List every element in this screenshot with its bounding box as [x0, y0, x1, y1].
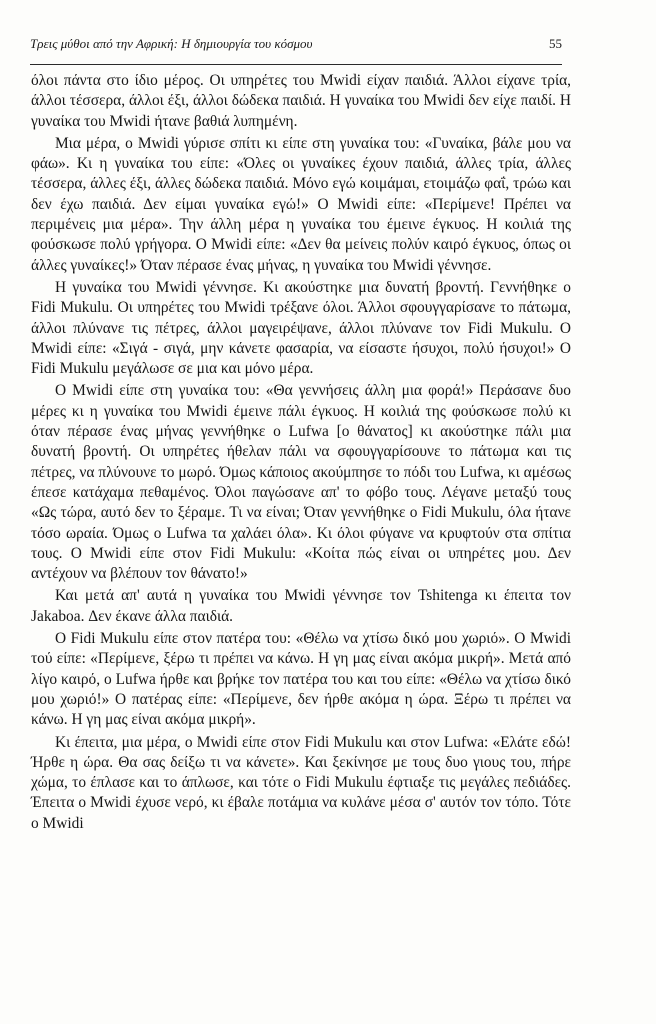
running-header: [30, 34, 562, 54]
paragraph: Κι έπειτα, μια μέρα, ο Mwidi είπε στον Fidi Mukulu και στον Lufwa: «Ελάτε εδώ! Ήρθε η ώρα. Θα σας δείξω τι να κάνετε». Και ξεκίνησε με τους δυο γιους του, πήρε χώμα, το έπλασε και το άπλωσε, και τότε ο Fidi Mukulu έφτιαξε τις μεγάλες πεδιάδες. Έπειτα ο Mwidi έχυσε νερό, κι έβαλε ποτάμια να κυλάνε μέσα σ' αυτόν τον τόπο. Τότε ο Mwidi: [31, 733, 571, 832]
page-number: 55: [549, 36, 562, 51]
header-rule: [30, 64, 562, 65]
paragraph: Ο Mwidi είπε στη γυναίκα του: «Θα γεννήσεις άλλη μια φορά!» Περάσανε δυο μέρες κι η γυναίκα του Mwidi έμεινε πάλι έγκυος. Η κοιλιά της φούσκωσε πολύ κι όταν πέρασε ένας μήνας γεννήθηκε ο Lufwa [ο θάνατος] κι ακούστηκε πάλι μια δυνατή βροντή. Οι υπηρέτες ήθελαν πάλι να σφουγγαρίσουνε το πάτωμα και τις πέτρες, να πλύνουνε το μωρό. Όμως κάποιος ακούμπησε το πόδι του Lufwa, κι αμέσως έπεσε κατάχαμα πεθαμένος. Όλοι παγώσανε απ' το φόβο τους. Λέγανε μεταξύ τους «Ως τώρα, αυτό δεν το ξέραμε. Τι να είναι; Όταν γεννήθηκε ο Fidi Mukulu, όλα ήτανε τόσο ωραία. Όμως ο Lufwa τα χαλάει όλα». Κι όλοι φύγανε να κρυφτούν στα σπίτια τους. Ο Mwidi είπε στον Fidi Mukulu: «Κοίτα πώς είναι οι υπηρέτες μου. Δεν αντέχουν να βλέπουν τον θάνατο!»: [31, 382, 571, 583]
paragraph: όλοι πάντα στο ίδιο μέρος. Οι υπηρέτες του Mwidi είχαν παιδιά. Άλλοι είχανε τρία, άλλοι τέσσερα, άλλοι έξι, άλλοι δώδεκα παιδιά. Η γυναίκα του Mwidi δεν είχε παιδί. Η γυναίκα του Mwidi ήτανε βαθιά λυπημένη.: [31, 72, 571, 130]
paragraph: Η γυναίκα του Mwidi γέννησε. Κι ακούστηκε μια δυνατή βροντή. Γεννήθηκε ο Fidi Mukulu. Οι υπηρέτες του Mwidi τρέξανε όλοι. Άλλοι σφουγγαρίσανε το πάτωμα, άλλοι πλύνανε τις πέτρες, άλλοι μαγειρέψανε, άλλοι πλύνανε τον Fidi Mukulu. Ο Mwidi είπε: «Σιγά - σιγά, μην κάνετε φασαρία, να είσαστε ήσυχοι, πολύ ήσυχοι!» Ο Fidi Mukulu μεγάλωσε σε μια και μόνο μέρα.: [31, 278, 571, 378]
body-text: [31, 71, 571, 836]
paragraph: Μια μέρα, ο Mwidi γύρισε σπίτι κι είπε στη γυναίκα του: «Γυναίκα, βάλε μου να φάω». Κι η γυναίκα του είπε: «Όλες οι γυναίκες έχουν παιδιά, άλλες τρία, άλλες τέσσερα, άλλες έξι, άλλες δώδεκα παιδιά. Μόνο εγώ κοιμάμαι, ετοιμάζω φαΐ, τρώω και δεν έχω παιδιά. Δεν είμαι γυναίκα εγώ!» Ο Mwidi είπε: «Περίμενε! Πρέπει να περιμένεις μια μέρα». Την άλλη μέρα η γυναίκα του έμεινε έγκυος. Η κοιλιά της φούσκωσε πολύ γρήγορα. Ο Mwidi είπε: «Δεν θα μείνεις πολύν καιρό έγκυος, όπως οι άλλες γυναίκες!» Όταν πέρασε ένας μήνας, η γυναίκα του Mwidi γέννησε.: [31, 134, 571, 274]
paragraph: Και μετά απ' αυτά η γυναίκα του Mwidi γέννησε τον Tshitenga κι έπειτα τον Jakaboa. Δεν έκανε άλλα παιδιά.: [31, 587, 571, 625]
paragraph: Ο Fidi Mukulu είπε στον πατέρα του: «Θέλω να χτίσω δικό μου χωριό». Ο Mwidi τού είπε: «Περίμενε, ξέρω τι πρέπει να κάνω. Η γη μας είναι ακόμα μικρή». Μετά από λίγο καιρό, ο Lufwa ήρθε και βρήκε τον πατέρα του και του είπε: «Θέλω να χτίσω δικό μου χωριό!» Ο πατέρας είπε: «Περίμενε, δεν ήρθε ακόμα η ώρα. Ξέρω τι πρέπει να κάνω. Η γη μας είναι ακόμα μικρή».: [31, 630, 571, 729]
running-title: Τρεις μύθοι από την Αφρική: Η δημιουργία του κόσμου: [30, 36, 313, 51]
